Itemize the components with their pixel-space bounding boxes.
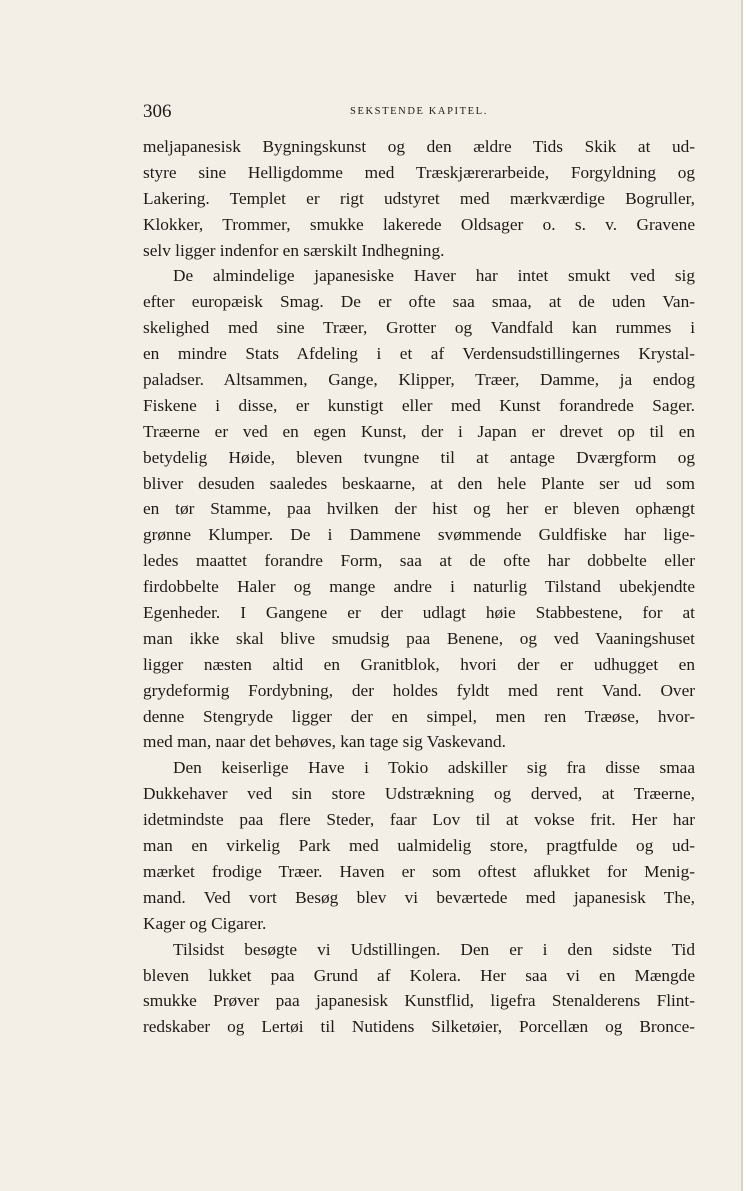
text-line: selv ligger indenfor en særskilt Indhegning. [143, 240, 445, 260]
text-line: Egenheder. I Gangene er der udlagt høie Stabbestene, for at [143, 603, 695, 623]
text-line: firdobbelte Haler og mange andre i naturlig Tilstand ubekjendte [143, 577, 695, 597]
text-line: idetmindste paa flere Steder, faar Lov til at vokse frit. Her har [143, 810, 695, 830]
text-line: paladser. Altsammen, Gange, Klipper, Træer, Damme, ja endog [143, 370, 695, 390]
text-line: Fiskene i disse, er kunstigt eller med Kunst forandrede Sager. [143, 395, 695, 415]
text-line: efter europæisk Smag. De er ofte saa smaa, at de uden Van- [143, 292, 695, 312]
text-line: man en virkelig Park med ualmidelig store, pragtfulde og ud- [143, 836, 695, 856]
page-header [143, 100, 695, 124]
text-line: Den keiserlige Have i Tokio adskiller sig fra disse smaa [173, 758, 695, 778]
body-text [143, 134, 695, 1040]
text-line: meljapanesisk Bygningskunst og den ældre Tids Skik at ud- [143, 137, 695, 156]
text-line: bleven lukket paa Grund af Kolera. Her saa vi en Mængde [143, 965, 695, 985]
text-line: bliver desuden saaledes beskaarne, at den hele Plante ser ud som [143, 473, 695, 493]
text-line: denne Stengryde ligger der en simpel, men ren Træøse, hvor- [143, 706, 695, 726]
text-line: en mindre Stats Afdeling i et af Verdensudstillingernes Krystal- [143, 344, 695, 364]
text-line: Klokker, Trommer, smukke lakerede Oldsager o. s. v. Gravene [143, 214, 695, 234]
text-line: De almindelige japanesiske Haver har intet smukt ved sig [173, 266, 695, 286]
text-line: man ikke skal blive smudsig paa Benene, og ved Vaaningshuset [143, 628, 695, 648]
page-number: 306 [143, 101, 172, 122]
text-line: smukke Prøver paa japanesisk Kunstflid, ligefra Stenalderens Flint- [143, 991, 695, 1011]
text-line: styre sine Helligdomme med Træskjærerarbeide, Forgyldning og [143, 162, 695, 182]
text-line: en tør Stamme, paa hvilken der hist og her er bleven ophængt [143, 499, 695, 519]
text-line: skelighed med sine Træer, Grotter og Vandfald kan rummes i [143, 318, 695, 338]
text-line: mand. Ved vort Besøg blev vi beværtede med japanesisk The, [143, 887, 695, 907]
text-line: grønne Klumper. De i Dammene svømmende Guldfiske har lige- [143, 525, 695, 545]
text-line: med man, naar det behøves, kan tage sig Vaskevand. [143, 732, 506, 752]
text-line: Kager og Cigarer. [143, 913, 267, 933]
text-line: Lakering. Templet er rigt udstyret med mærkværdige Bogruller, [143, 188, 695, 208]
text-line: Dukkehaver ved sin store Udstrækning og derved, at Træerne, [143, 784, 695, 804]
text-line: ligger næsten altid en Granitblok, hvori der er udhugget en [143, 654, 695, 674]
text-line: redskaber og Lertøi til Nutidens Silketøier, Porcellæn og Bronce- [143, 1017, 695, 1037]
text-line: Træerne er ved en egen Kunst, der i Japan er drevet op til en [143, 421, 695, 441]
text-line: Tilsidst besøgte vi Udstillingen. Den er i den sidste Tid [173, 939, 695, 959]
text-line: grydeformig Fordybning, der holdes fyldt med rent Vand. Over [143, 680, 695, 700]
text-line: mærket frodige Træer. Haven er som oftest aflukket for Menig- [143, 861, 695, 881]
running-title: SEKSTENDE KAPITEL. [350, 106, 488, 117]
text-line: ledes maattet forandre Form, saa at de ofte har dobbelte eller [143, 551, 695, 571]
text-line: betydelig Høide, bleven tvungne til at antage Dværgform og [143, 447, 695, 467]
